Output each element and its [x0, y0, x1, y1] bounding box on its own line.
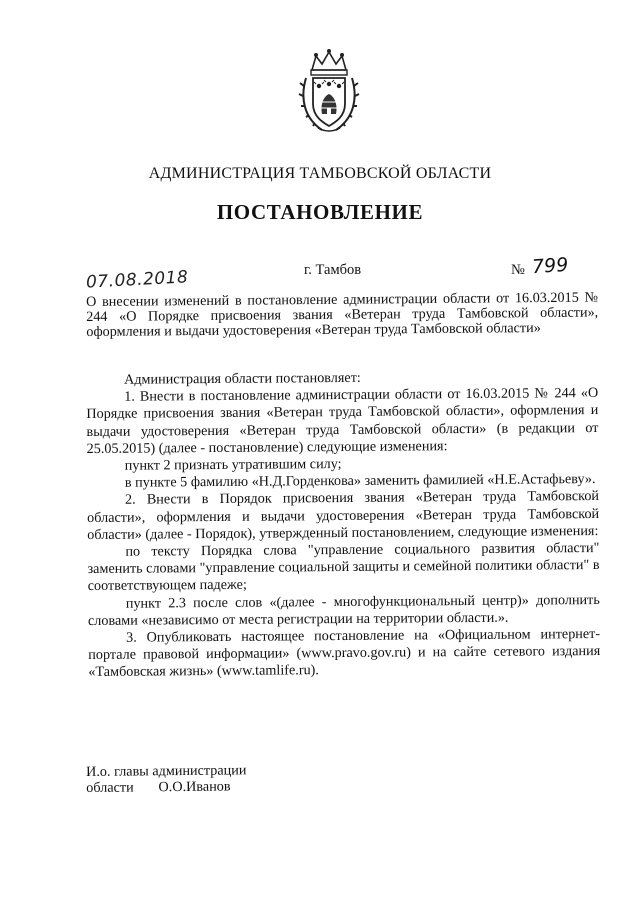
signature-block [86, 762, 247, 796]
body-paragraph: пункт 2.3 после слов «(далее - многофункциональный центр)» дополнить словами «независимо от места регистрации на территории области.». [87, 591, 600, 629]
body-paragraph: в пункте 5 фамилию «Н.Д.Горденкова» заменить фамилией «Н.Е.Астафьеву». [124, 471, 596, 491]
document-type-title: ПОСТАНОВЛЕНИЕ [216, 200, 424, 224]
body-paragraph: 3. Опубликовать настоящее постановление на «Официальном интернет-портале правовой информации» (www.pravo.gov.ru) и на сайте сетевого издания «Тамбовская жизнь» (www.tamlife.ru). [88, 626, 601, 681]
document-body [86, 368, 600, 682]
coat-of-arms-icon [298, 48, 360, 134]
body-paragraph: пункт 2 признать утратившим силу; [124, 456, 342, 474]
handwritten-document-number: 799 [531, 253, 569, 279]
city-label: г. Тамбов [304, 262, 362, 278]
body-paragraph: 1. Внести в постановление администрации области от 16.03.2015 № 244 «О Порядке присвоения звания «Ветеран труда Тамбовской области», оформления и выдачи удостоверения «Ветеран труда Тамбовской области» (в редакции от 25.05.2015) (далее - постановление) следующие изменения: [86, 385, 599, 457]
body-paragraph: по тексту Порядка слова "управление социального развития области" заменить словами "управление социальной защиты и семейной политики области" в соответствующем падеже; [87, 540, 600, 595]
body-paragraph: Администрация области постановляет: [123, 369, 361, 388]
signatory-title: И.о. главы администрации [86, 762, 247, 780]
document-subject: О внесении изменений в постановление администрации области от 16.03.2015 № 244 «О Порядке присвоения звания «Ветеран труда Тамбовской области», оформления и выдачи удостоверения «Ветеран труда Тамбовской области» [85, 289, 599, 340]
signatory-title-cont: области [86, 779, 134, 796]
agency-name: АДМИНИСТРАЦИЯ ТАМБОВСКОЙ ОБЛАСТИ [148, 165, 492, 182]
body-paragraph: 2. Внести в Порядок присвоения звания «Ветеран труда Тамбовской области», оформления и выдачи удостоверения «Ветеран труда Тамбовской области» (далее - Порядок), утвержденный постановлением, следующие изменения: [87, 488, 600, 543]
signatory-name: О.О.Иванов [158, 778, 231, 796]
handwritten-date: 07.08.2018 [85, 267, 189, 293]
number-sign: № [511, 262, 525, 278]
